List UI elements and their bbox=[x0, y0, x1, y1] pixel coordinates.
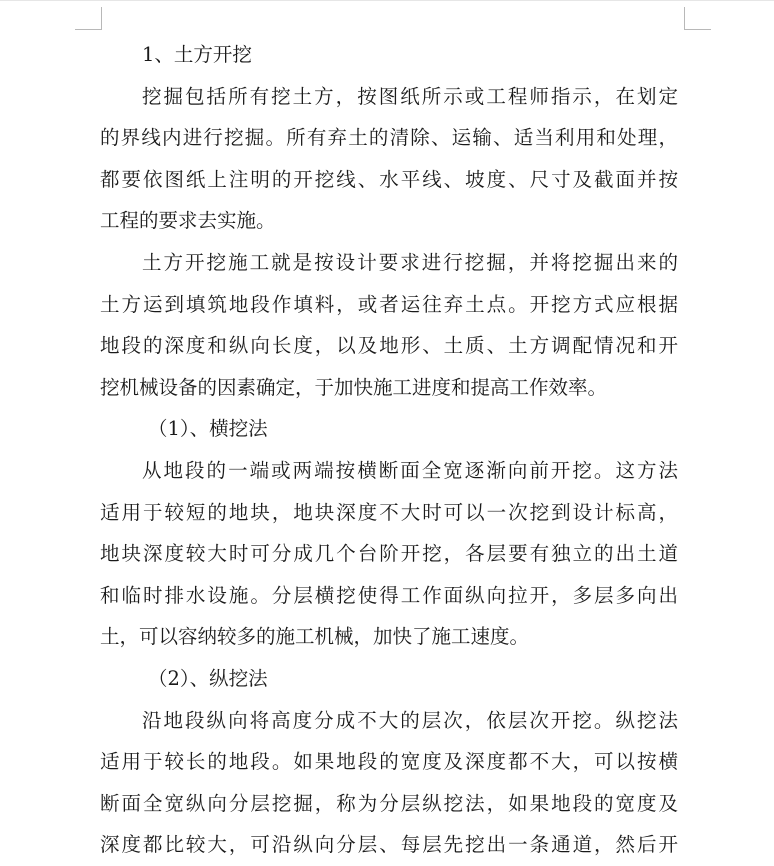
paragraph-line: 挖机械设备的因素确定，于加快施工进度和提高工作效率。 bbox=[100, 375, 608, 399]
paragraph-2 bbox=[100, 242, 678, 408]
paragraph-line: 土，可以容纳较多的施工机械，加快了施工速度。 bbox=[100, 625, 530, 649]
paragraph-line: 地段的深度和纵向长度，以及地形、土质、土方调配情况和开 bbox=[100, 334, 678, 358]
paragraph-line: 断面全宽纵向分层挖掘，称为分层纵挖法，如果地段的宽度及 bbox=[100, 791, 678, 815]
section-heading: 1、土方开挖 bbox=[142, 43, 252, 66]
paragraph-line: 土方开挖施工就是按设计要求进行挖掘，并将挖掘出来的 bbox=[142, 250, 678, 274]
page-corner-mark-top-right bbox=[684, 7, 711, 30]
page-corner-mark-top-left bbox=[75, 7, 102, 30]
paragraph-line: 地块深度较大时可分成几个台阶开挖，各层要有独立的出土道 bbox=[100, 542, 678, 566]
paragraph-line: 从地段的一端或两端按横断面全宽逐渐向前开挖。这方法 bbox=[142, 458, 678, 482]
document-body[interactable] bbox=[100, 34, 678, 866]
paragraph-line: 沿地段纵向将高度分成不大的层次，依层次开挖。纵挖法 bbox=[142, 708, 678, 732]
paragraph-line: 适用于较短的地块，地块深度不大时可以一次挖到设计标高， bbox=[100, 500, 678, 524]
paragraph-line: 都要依图纸上注明的开挖线、水平线、坡度、尺寸及截面并按 bbox=[100, 167, 678, 191]
paragraph-line: 适用于较长的地段。如果地段的宽度及深度都不大，可以按横 bbox=[100, 750, 678, 774]
paragraph-3 bbox=[100, 450, 678, 658]
paragraph-line: 工程的要求去实施。 bbox=[100, 209, 276, 233]
paragraph-1 bbox=[100, 76, 678, 242]
paragraph-4 bbox=[100, 700, 678, 866]
paragraph-line: 的界线内进行挖掘。所有弃土的清除、运输、适当利用和处理， bbox=[100, 126, 678, 150]
paragraph-line: 土方运到填筑地段作填料，或者运往弃土点。开挖方式应根据 bbox=[100, 292, 678, 316]
paragraph-line: 挖掘包括所有挖土方，按图纸所示或工程师指示，在划定 bbox=[142, 84, 678, 108]
subsection-heading-1: （1）、横挖法 bbox=[148, 417, 268, 441]
paragraph-line: 深度都比较大，可沿纵向分层、每层先挖出一条通道，然后开 bbox=[100, 833, 678, 857]
paragraph-line: 和临时排水设施。分层横挖使得工作面纵向拉开，多层多向出 bbox=[100, 583, 678, 607]
subsection-heading-2: （2）、纵挖法 bbox=[148, 666, 268, 690]
